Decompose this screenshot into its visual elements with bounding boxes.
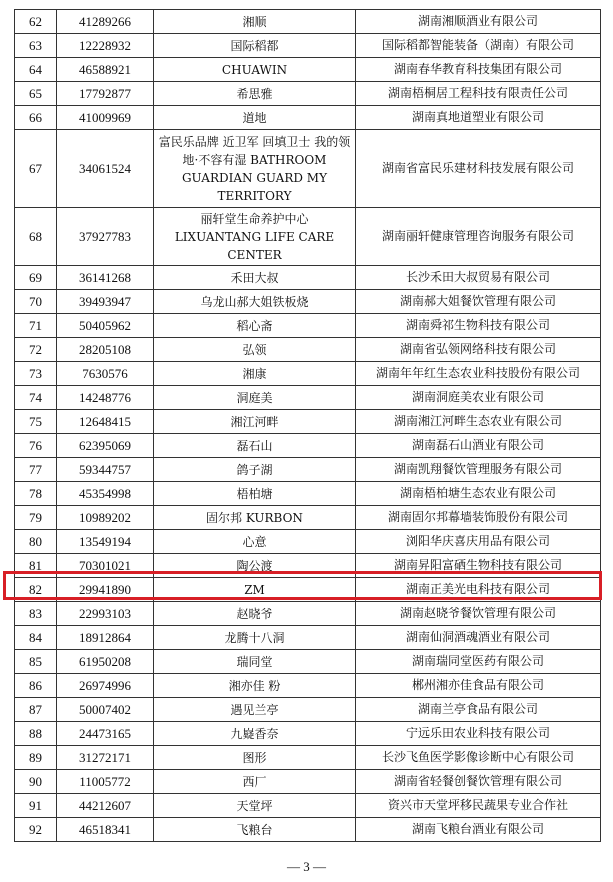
registration-number: 46518341 — [57, 818, 154, 842]
row-number: 80 — [15, 530, 57, 554]
trademark-name: 飞粮台 — [154, 818, 356, 842]
row-number: 62 — [15, 10, 57, 34]
company-name: 湖南舜祁生物科技有限公司 — [356, 314, 601, 338]
registration-number: 36141268 — [57, 266, 154, 290]
company-name: 湖南年年红生态农业科技股份有限公司 — [356, 362, 601, 386]
registration-number: 17792877 — [57, 82, 154, 106]
trademark-name: 洞庭美 — [154, 386, 356, 410]
company-name: 湖南磊石山酒业有限公司 — [356, 434, 601, 458]
table-row — [15, 770, 601, 794]
row-number: 88 — [15, 722, 57, 746]
trademark-name: 赵晓爷 — [154, 602, 356, 626]
row-number: 63 — [15, 34, 57, 58]
trademark-name: 瑞同堂 — [154, 650, 356, 674]
trademark-name: 湘康 — [154, 362, 356, 386]
trademark-name: 天堂坪 — [154, 794, 356, 818]
row-number: 91 — [15, 794, 57, 818]
registration-number: 12648415 — [57, 410, 154, 434]
row-number: 79 — [15, 506, 57, 530]
registration-number: 41009969 — [57, 106, 154, 130]
company-name: 湖南郝大姐餐饮管理有限公司 — [356, 290, 601, 314]
row-number: 82 — [15, 578, 57, 602]
registration-number: 62395069 — [57, 434, 154, 458]
row-number: 76 — [15, 434, 57, 458]
trademark-name: 鸽子湖 — [154, 458, 356, 482]
table-row — [15, 674, 601, 698]
table-row — [15, 818, 601, 842]
row-number: 84 — [15, 626, 57, 650]
trademark-name: 乌龙山郝大姐铁板烧 — [154, 290, 356, 314]
table-row — [15, 650, 601, 674]
trademark-name: 道地 — [154, 106, 356, 130]
company-name: 湖南春华教育科技集团有限公司 — [356, 58, 601, 82]
company-name: 湖南湘江河畔生态农业有限公司 — [356, 410, 601, 434]
trademark-name: 丽轩堂生命养护中心 LIXUANTANG LIFE CARE CENTER — [154, 208, 356, 266]
row-number: 85 — [15, 650, 57, 674]
table-row — [15, 290, 601, 314]
table-row — [15, 106, 601, 130]
company-name: 湖南省弘领网络科技有限公司 — [356, 338, 601, 362]
row-number: 64 — [15, 58, 57, 82]
table-row — [15, 482, 601, 506]
company-name: 湖南瑞同堂医药有限公司 — [356, 650, 601, 674]
row-number: 78 — [15, 482, 57, 506]
trademark-name: 富民乐品牌 近卫军 回填卫士 我的领地·不容有湿 BATHROOM GUARDIAN GUARD MY TERRITORY — [154, 130, 356, 208]
registration-number: 12228932 — [57, 34, 154, 58]
company-name: 湖南省轻餐创餐饮管理有限公司 — [356, 770, 601, 794]
row-number: 74 — [15, 386, 57, 410]
row-number: 67 — [15, 130, 57, 208]
row-number: 69 — [15, 266, 57, 290]
table-row — [15, 130, 601, 208]
company-name: 湖南兰亭食品有限公司 — [356, 698, 601, 722]
registration-number: 10989202 — [57, 506, 154, 530]
table-row — [15, 362, 601, 386]
table-row — [15, 602, 601, 626]
registration-number: 26974996 — [57, 674, 154, 698]
table-row — [15, 58, 601, 82]
table-row — [15, 626, 601, 650]
company-name: 长沙禾田大叔贸易有限公司 — [356, 266, 601, 290]
trademark-name: 希思雅 — [154, 82, 356, 106]
row-number: 83 — [15, 602, 57, 626]
company-name: 湖南飞粮台酒业有限公司 — [356, 818, 601, 842]
registration-number: 41289266 — [57, 10, 154, 34]
registration-number: 39493947 — [57, 290, 154, 314]
row-number: 86 — [15, 674, 57, 698]
trademark-name: 禾田大叔 — [154, 266, 356, 290]
table-row — [15, 578, 601, 602]
trademark-name: 图形 — [154, 746, 356, 770]
company-name: 湖南正美光电科技有限公司 — [356, 578, 601, 602]
company-name: 湖南丽轩健康管理咨询服务有限公司 — [356, 208, 601, 266]
trademark-name: 陶公渡 — [154, 554, 356, 578]
row-number: 87 — [15, 698, 57, 722]
trademark-name: 湘江河畔 — [154, 410, 356, 434]
table-row — [15, 208, 601, 266]
company-name: 湖南赵晓爷餐饮管理有限公司 — [356, 602, 601, 626]
trademark-name: 湘亦佳 粉 — [154, 674, 356, 698]
table-row — [15, 314, 601, 338]
company-name: 湖南凯翔餐饮管理服务有限公司 — [356, 458, 601, 482]
company-name: 湖南固尔邦幕墙装饰股份有限公司 — [356, 506, 601, 530]
table-row — [15, 266, 601, 290]
company-name: 湖南昇阳富硒生物科技有限公司 — [356, 554, 601, 578]
trademark-name: ZM — [154, 578, 356, 602]
table-row — [15, 722, 601, 746]
registration-number: 22993103 — [57, 602, 154, 626]
row-number: 73 — [15, 362, 57, 386]
registration-number: 31272171 — [57, 746, 154, 770]
row-number: 70 — [15, 290, 57, 314]
company-name: 湖南湘顺酒业有限公司 — [356, 10, 601, 34]
trademark-name: 西厂 — [154, 770, 356, 794]
table-row — [15, 434, 601, 458]
company-name: 湖南洞庭美农业有限公司 — [356, 386, 601, 410]
registration-number: 13549194 — [57, 530, 154, 554]
company-name: 郴州湘亦佳食品有限公司 — [356, 674, 601, 698]
row-number: 89 — [15, 746, 57, 770]
row-number: 71 — [15, 314, 57, 338]
registration-number: 50007402 — [57, 698, 154, 722]
trademark-table — [14, 9, 601, 842]
table-row — [15, 410, 601, 434]
trademark-name: 弘领 — [154, 338, 356, 362]
trademark-name: 稻心斋 — [154, 314, 356, 338]
registration-number: 11005772 — [57, 770, 154, 794]
trademark-name: 遇见兰亭 — [154, 698, 356, 722]
table-row — [15, 794, 601, 818]
table-row — [15, 386, 601, 410]
table-row — [15, 746, 601, 770]
registration-number: 70301021 — [57, 554, 154, 578]
company-name: 浏阳华庆喜庆用品有限公司 — [356, 530, 601, 554]
table-row — [15, 34, 601, 58]
company-name: 湖南真地道塑业有限公司 — [356, 106, 601, 130]
row-number: 72 — [15, 338, 57, 362]
company-name: 湖南省富民乐建材科技发展有限公司 — [356, 130, 601, 208]
registration-number: 37927783 — [57, 208, 154, 266]
row-number: 77 — [15, 458, 57, 482]
company-name: 湖南梧柏塘生态农业有限公司 — [356, 482, 601, 506]
trademark-name: 梧柏塘 — [154, 482, 356, 506]
registration-number: 59344757 — [57, 458, 154, 482]
company-name: 国际稻都智能装备（湖南）有限公司 — [356, 34, 601, 58]
registration-number: 46588921 — [57, 58, 154, 82]
table-row — [15, 530, 601, 554]
company-name: 长沙飞鱼医学影像诊断中心有限公司 — [356, 746, 601, 770]
row-number: 65 — [15, 82, 57, 106]
registration-number: 18912864 — [57, 626, 154, 650]
trademark-name: 龙腾十八洞 — [154, 626, 356, 650]
company-name: 宁远乐田农业科技有限公司 — [356, 722, 601, 746]
trademark-name: 固尔邦 KURBON — [154, 506, 356, 530]
registration-number: 34061524 — [57, 130, 154, 208]
company-name: 湖南梧桐居工程科技有限责任公司 — [356, 82, 601, 106]
row-number: 75 — [15, 410, 57, 434]
company-name: 湖南仙洞酒魂酒业有限公司 — [356, 626, 601, 650]
row-number: 66 — [15, 106, 57, 130]
row-number: 81 — [15, 554, 57, 578]
trademark-name: 国际稻都 — [154, 34, 356, 58]
row-number: 90 — [15, 770, 57, 794]
table-row — [15, 10, 601, 34]
page-number: — 3 — — [287, 859, 326, 874]
row-number: 92 — [15, 818, 57, 842]
registration-number: 28205108 — [57, 338, 154, 362]
table-row — [15, 338, 601, 362]
trademark-name: 九嶷香奈 — [154, 722, 356, 746]
trademark-name: 湘顺 — [154, 10, 356, 34]
registration-number: 50405962 — [57, 314, 154, 338]
row-number: 68 — [15, 208, 57, 266]
registration-number: 24473165 — [57, 722, 154, 746]
table-row — [15, 698, 601, 722]
table-row — [15, 458, 601, 482]
registration-number: 14248776 — [57, 386, 154, 410]
registration-number: 44212607 — [57, 794, 154, 818]
company-name: 资兴市天堂坪移民蔬果专业合作社 — [356, 794, 601, 818]
registration-number: 61950208 — [57, 650, 154, 674]
table-row — [15, 82, 601, 106]
table-row — [15, 554, 601, 578]
registration-number: 29941890 — [57, 578, 154, 602]
registration-number: 45354998 — [57, 482, 154, 506]
trademark-name: CHUAWIN — [154, 58, 356, 82]
trademark-name: 心意 — [154, 530, 356, 554]
registration-number: 7630576 — [57, 362, 154, 386]
table-row — [15, 506, 601, 530]
trademark-name: 磊石山 — [154, 434, 356, 458]
